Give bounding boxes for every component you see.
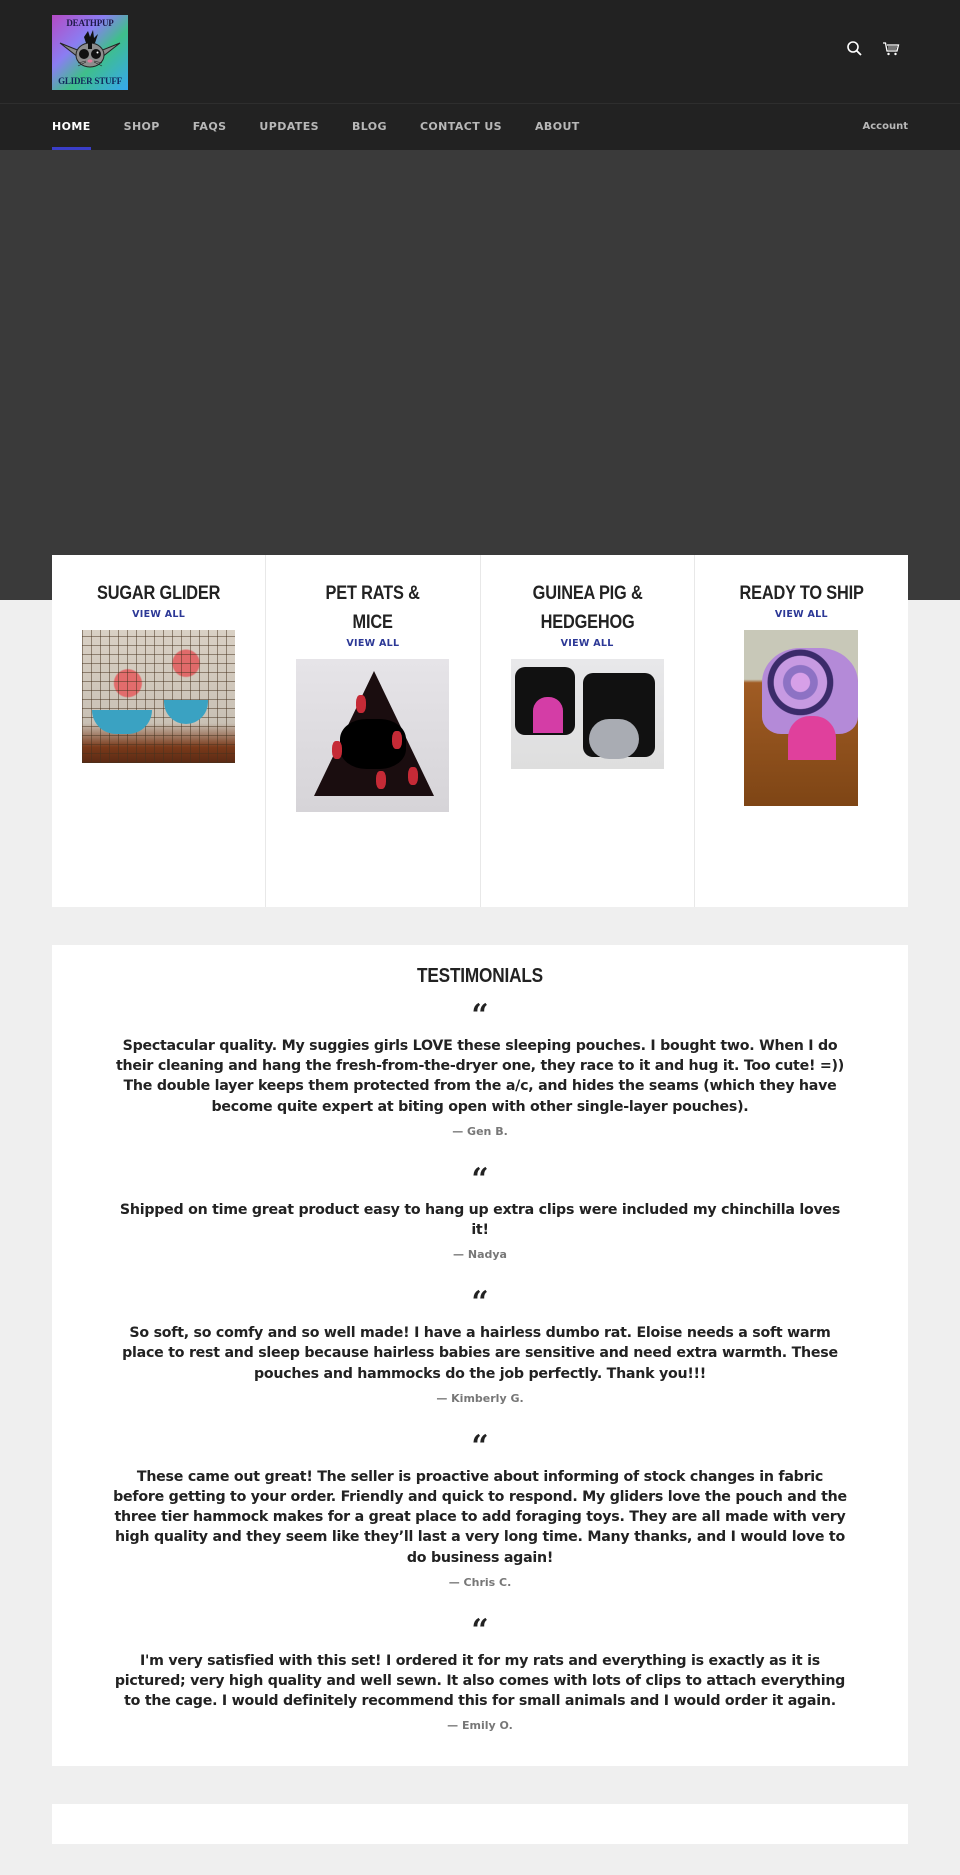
testimonial bbox=[112, 1428, 848, 1589]
collection-image-sugar-glider[interactable] bbox=[82, 630, 235, 763]
next-section bbox=[52, 1804, 908, 1844]
testimonials-title: TESTIMONIALS bbox=[417, 965, 543, 987]
nav-item-contact-us[interactable]: CONTACT US bbox=[419, 120, 502, 133]
quote-icon: “ bbox=[471, 1428, 489, 1464]
collection-title: READY TO SHIP bbox=[739, 583, 864, 604]
testimonial-text: So soft, so comfy and so well made! I have a hairless dumbo rat. Eloise needs a soft warm place to rest and sleep because hairless babies are sensitive and need extra warmth. These pouches and hammocks do the job perfectly. Thank you!!! bbox=[122, 1325, 838, 1382]
collection-image-ready-to-ship[interactable] bbox=[744, 630, 858, 806]
testimonial bbox=[112, 1161, 848, 1262]
view-all-link[interactable]: VIEW ALL bbox=[774, 609, 828, 620]
collection-image-guinea-pig-hedgehog[interactable] bbox=[511, 659, 664, 769]
testimonial-author: — Emily O. bbox=[447, 1719, 513, 1733]
logo-text-top: DEATHPUP bbox=[66, 18, 114, 28]
collection-title: GUINEA PIG & HEDGEHOG bbox=[532, 583, 643, 633]
testimonial-text: I'm very satisfied with this set! I ordered it for my rats and everything is exactly as it is pictured; very high quality and well sewn. It also comes with lots of clips to attach everything to the cage. I would definitely recommend this for small animals and I would order it again. bbox=[114, 1652, 846, 1710]
hero-banner bbox=[0, 150, 960, 600]
logo-text-bottom: GLIDER STUFF bbox=[58, 76, 122, 86]
testimonial-author: — Kimberly G. bbox=[436, 1391, 524, 1405]
nav-item-about[interactable]: ABOUT bbox=[535, 120, 580, 133]
view-all-link[interactable]: VIEW ALL bbox=[560, 638, 614, 649]
search-icon[interactable] bbox=[846, 40, 864, 58]
nav-item-shop[interactable]: SHOP bbox=[123, 120, 160, 133]
account-link[interactable]: Account bbox=[862, 121, 908, 132]
nav-item-blog[interactable]: BLOG bbox=[351, 120, 387, 133]
view-all-link[interactable]: VIEW ALL bbox=[346, 638, 400, 649]
quote-icon: “ bbox=[471, 1285, 489, 1321]
collection-title: PET RATS & MICE bbox=[325, 583, 420, 633]
collection-image-pet-rats-mice[interactable] bbox=[296, 659, 449, 812]
testimonial-text: Shipped on time great product easy to hang up extra clips were included my chinchilla loves it! bbox=[119, 1201, 841, 1239]
quote-icon: “ bbox=[471, 1161, 489, 1197]
testimonials-section bbox=[52, 945, 908, 1766]
nav-item-updates[interactable]: UPDATES bbox=[259, 120, 319, 133]
collection-card-sugar-glider[interactable] bbox=[52, 555, 266, 907]
site-header bbox=[0, 0, 960, 104]
testimonial-author: — Nadya bbox=[453, 1248, 507, 1262]
collection-card-guinea-pig-hedgehog[interactable] bbox=[481, 555, 695, 907]
testimonial-author: — Chris C. bbox=[448, 1575, 512, 1589]
quote-icon: “ bbox=[471, 1612, 489, 1648]
testimonial bbox=[112, 1285, 848, 1405]
nav-item-home[interactable]: HOME bbox=[52, 104, 91, 150]
collection-grid bbox=[52, 555, 908, 907]
testimonial-text: Spectacular quality. My suggies girls LOVE these sleeping pouches. I bought two. When I do their cleaning and hang the fresh-from-the-dryer one, they race to it and hug it. Too cute! =)) The double layer keeps them protected from the a/c, and hides the seams (which they have become quite expert at biting open with other single-layer pouches). bbox=[116, 1038, 844, 1115]
nav-item-faqs[interactable]: FAQS bbox=[192, 120, 227, 133]
testimonial-text: These came out great! The seller is proactive about informing of stock changes in fabric before getting to your order. Friendly and quick to respond. My gliders love the pouch and the three tier hammock makes for a great place to add foraging toys. They are all made with very high quality and they seem like they’ll last a very long time. Many thanks, and I would love to do business again! bbox=[113, 1468, 847, 1566]
collection-card-pet-rats-mice[interactable] bbox=[266, 555, 480, 907]
collection-card-ready-to-ship[interactable] bbox=[695, 555, 908, 907]
quote-icon: “ bbox=[471, 998, 489, 1033]
view-all-link[interactable]: VIEW ALL bbox=[132, 609, 186, 620]
collection-title: SUGAR GLIDER bbox=[97, 583, 221, 604]
glider-mascot-icon bbox=[58, 29, 122, 73]
cart-icon[interactable] bbox=[882, 40, 900, 58]
testimonial bbox=[112, 1612, 848, 1733]
testimonial bbox=[112, 998, 848, 1138]
testimonial-author: — Gen B. bbox=[452, 1124, 508, 1138]
main-nav bbox=[0, 104, 960, 150]
store-logo[interactable] bbox=[52, 15, 128, 90]
